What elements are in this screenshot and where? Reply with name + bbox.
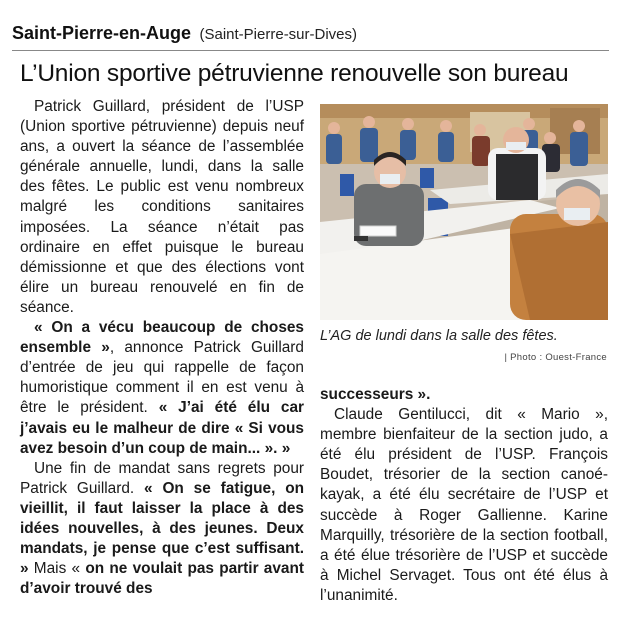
quote-text: successeurs ». <box>320 386 431 403</box>
paragraph-quote-1 <box>20 318 304 459</box>
photo-credit: | Photo : Ouest-France <box>504 352 607 363</box>
paragraph-continued <box>320 385 608 405</box>
body-text: Une fin de mandat sans regrets pour Patrick Guillard. <box>20 459 304 497</box>
body-text: , annonce Patrick Guillard d’entrée de jeu qui rappelle de façon humoristique comment il en est venu à être le président. <box>20 339 304 417</box>
former-town-name: (Saint-Pierre-sur-Dives) <box>199 26 358 43</box>
paragraph-new-bureau: Claude Gentilucci, dit « Mario », membre bienfaiteur de la section judo, a été élu président de l’USP. François Boudet, trésorier de la section canoé-kayak, a été élu secrétaire de l’USP et succède à Roger Gallienne. Karine Marquilly, trésorière de la section football, a été élue trésorière de l’USP et succède à Michel Servaget. Tous ont été élus à l’unanimité. <box>320 406 608 604</box>
town-name: Saint-Pierre-en-Auge <box>12 23 192 43</box>
photo-caption: L’AG de lundi dans la salle des fêtes. <box>320 328 558 344</box>
location-kicker <box>12 23 357 44</box>
header-divider <box>12 50 609 51</box>
right-column <box>320 385 608 606</box>
meeting-photo <box>320 104 608 320</box>
quote-text: « On a vécu beaucoup de choses ensemble » <box>20 319 304 357</box>
paragraph-intro: Patrick Guillard, président de l’USP (Union sportive pétruvienne) depuis neuf ans, a ouvert la séance de l’assemblée générale annuelle, lundi, dans la salle des fêtes. Le public est venu nombreux malgré les conditions sanitaires imposées. La séance n’était pas ordinaire en effet puisque le bureau démissionne et que des élections vont élire un bureau renouvelé en fin de séance. <box>20 98 304 316</box>
paragraph-quote-2 <box>20 459 304 600</box>
quote-text: on ne voulait pas partir avant d’avoir trouvé des <box>20 560 305 598</box>
meeting-photo-image <box>320 104 608 320</box>
body-text: Mais « <box>28 560 86 578</box>
quote-text: « J’ai été élu car j’avais eu le malheur de dire « Si vous avez besoin d’un coup de main... ». » <box>20 399 304 457</box>
quote-text: « On se fatigue, on vieillit, il faut laisser la place à des idées nouvelles, à des jeunes. Deux mandats, je pense que c’est suffisant. » <box>20 479 304 578</box>
article-headline: L’Union sportive pétruvienne renouvelle son bureau <box>20 60 569 87</box>
left-column <box>20 97 304 599</box>
